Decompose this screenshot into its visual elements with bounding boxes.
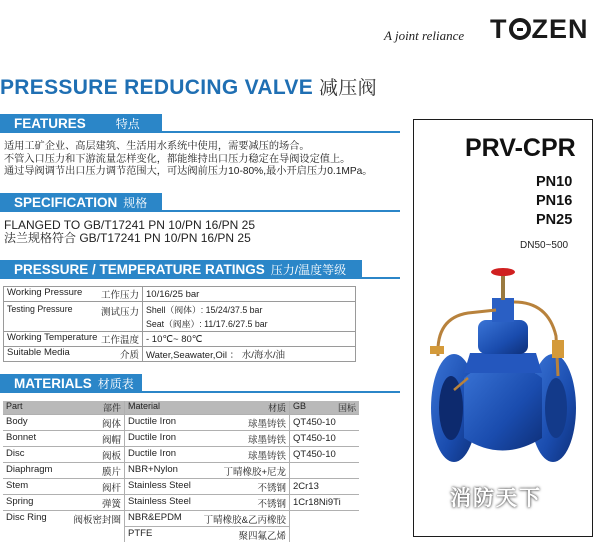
pn-rating: PN25 [536,212,572,228]
tagline: A joint reliance [384,28,464,44]
pn-rating: PN16 [536,193,572,209]
specification-heading-cn: 规格 [123,196,147,210]
valve-image [418,258,590,474]
materials-heading-en: MATERIALS [14,376,92,391]
col-std: GB 国标 [290,401,360,415]
watermark: 消防天下 [450,482,542,512]
std-cell [290,511,360,527]
divider [0,210,400,212]
table-row [3,431,359,447]
ratings-heading-cn: 压力/温度等级 [271,263,346,277]
part-cell: Disc 阀板 [3,447,125,463]
rating-label: Working Temperature 工作温度 [4,332,143,347]
std-cell [290,527,360,542]
rating-label: Suitable Media 介质 [4,347,143,362]
material-cell: Ductile Iron 球墨铸铁 [125,415,290,431]
std-cell: QT450-10 [290,431,360,447]
model-name: PRV-CPR [465,134,576,163]
brand-logo [490,14,589,45]
material-cell: NBR&EPDM 丁晴橡胶&乙丙橡胶 [125,511,290,527]
feature-line: 不管入口压力和下游流量怎样变化，都能维持出口压力稳定在导阀设定值上。 [4,154,373,167]
feature-line: 适用工矿企业、高层建筑、生活用水系统中使用，需要减压的场合。 [4,141,373,154]
std-cell: 2Cr13 [290,479,360,495]
std-cell: 1Cr18Ni9Ti [290,495,360,511]
page-title [0,73,377,100]
part-cell: Diaphragm 膜片 [3,463,125,479]
table-row [3,511,359,527]
divider [0,277,400,279]
dn-range: DN50~500 [520,240,568,251]
table-row [3,415,359,431]
rating-value: Water,Seawater,Oil ： 水/海水/油 [143,347,356,362]
std-cell: QT450-10 [290,447,360,463]
table-row [4,287,356,302]
part-cell: Stem 阀杆 [3,479,125,495]
spec-line: 法兰规格符合 GB/T17241 PN 10/PN 16/PN 25 [4,232,255,245]
table-row [3,495,359,511]
part-cell: Bonnet 阀帽 [3,431,125,447]
rating-value: 10/16/25 bar [143,287,356,302]
table-row [3,527,359,542]
part-cell: Disc Ring 阀板密封圈 [3,511,125,527]
brand-prefix: T [490,14,508,44]
std-cell: QT450-10 [290,415,360,431]
features-heading-cn: 特点 [116,117,140,131]
rating-value: Shell（阀体）: 15/24/37.5 bar Seat（阀座）: 11/17.6/27.5 bar [143,302,356,332]
rating-label: Working Pressure 工作压力 [4,287,143,302]
feature-line: 通过导阀调节出口压力调节范围大，可达阀前压力10-80%,最小开启压力0.1MPa。 [4,166,373,179]
part-cell: Body 阀体 [3,415,125,431]
table-row [4,347,356,362]
materials-heading-cn: 材质表 [98,377,134,391]
pn-rating: PN10 [536,174,572,190]
col-material: Material 材质 [125,401,290,415]
std-cell [290,463,360,479]
material-cell: Ductile Iron 球墨铸铁 [125,447,290,463]
part-cell [3,527,125,542]
part-cell: Spring 弹簧 [3,495,125,511]
material-cell: NBR+Nylon 丁晴橡胶+尼龙 [125,463,290,479]
rating-label: Testing Pressure 测试压力 [4,302,143,332]
logo-o-icon [509,18,531,40]
table-header [3,401,359,415]
rating-value: - 10℃~ 80℃ [143,332,356,347]
spec-line: FLANGED TO GB/T17241 PN 10/PN 16/PN 25 [4,219,255,232]
features-heading-en: FEATURES [14,116,86,131]
divider [0,391,400,393]
material-cell: Stainless Steel 不锈钢 [125,495,290,511]
features-text [4,141,373,179]
ratings-table [3,286,356,362]
material-cell: PTFE 聚四氟乙烯 [125,527,290,542]
table-row [3,479,359,495]
ratings-heading-en: PRESSURE / TEMPERATURE RATINGS [14,262,265,277]
table-row [3,447,359,463]
table-row [4,302,356,332]
col-part: Part 部件 [3,401,125,415]
page-title-en: PRESSURE REDUCING VALVE [0,76,313,99]
specification-heading-en: SPECIFICATION [14,195,117,210]
specification-text [4,219,255,245]
divider [0,131,400,133]
brand-suffix: ZEN [532,14,589,44]
materials-table [3,401,359,542]
page-title-cn: 减压阀 [319,78,377,99]
material-cell: Stainless Steel 不锈钢 [125,479,290,495]
table-row [4,332,356,347]
material-cell: Ductile Iron 球墨铸铁 [125,431,290,447]
table-row [3,463,359,479]
